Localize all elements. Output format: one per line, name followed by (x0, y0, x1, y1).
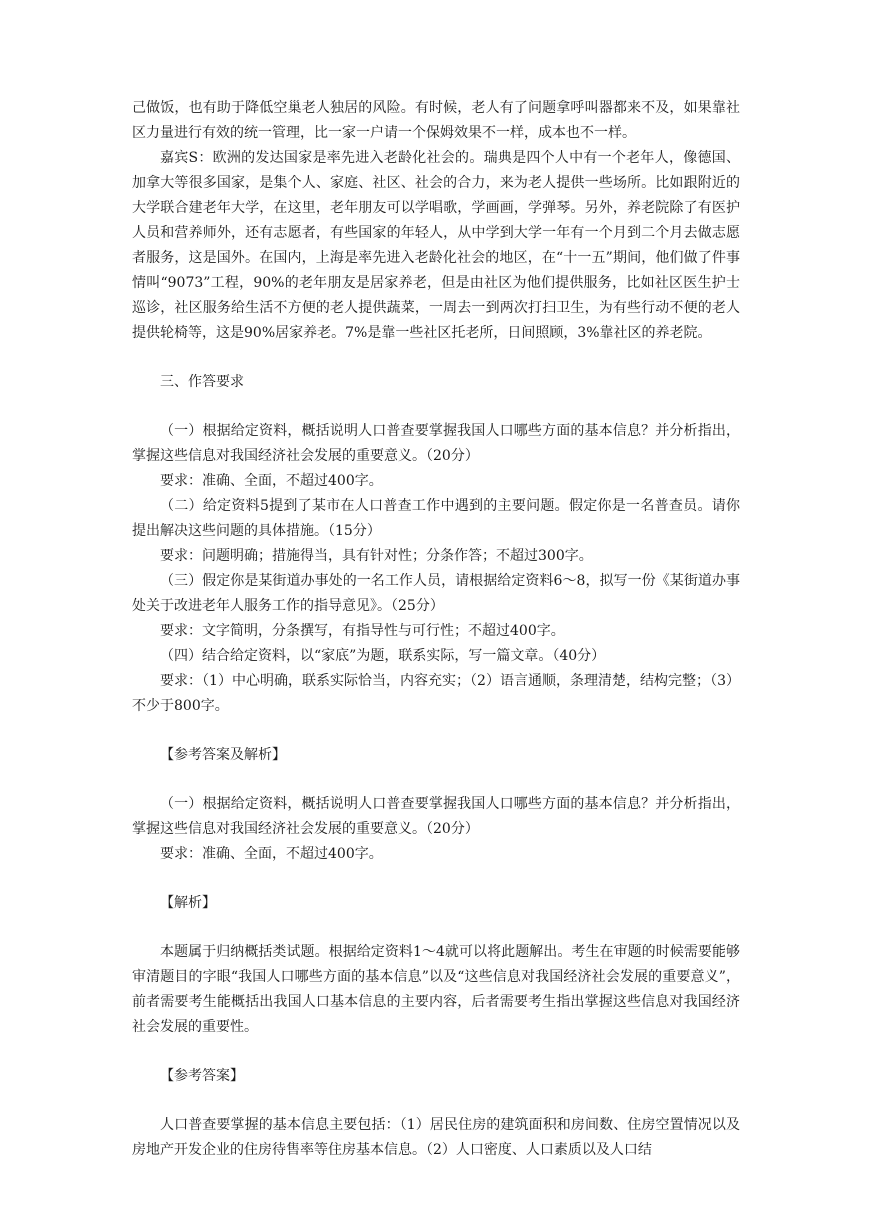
question-3-requirement: 要求：文字简明，分条撰写，有指导性与可行性；不超过400字。 (160, 623, 565, 639)
question-4-requirement: 要求：（1）中心明确，联系实际恰当，内容充实；（2）语言通顺，条理清楚，结构完整；（3）不少于800字。 (132, 673, 740, 714)
analysis-text: 本题属于归纳概括类试题。根据给定资料1～4就可以将此题解出。考生在审题的时候需要能够审清题目的字眼“我国人口哪些方面的基本信息”以及“这些信息对我国经济社会发展的重要意义”，前者需要考生能概括出我国人口基本信息的主要内容，后者需要考生指出掌握这些信息对我国经济社会发展的重要性。 (132, 944, 740, 1035)
question-2: （二）给定资料5提到了某市在人口普查工作中遇到的主要问题。假定你是一名普查员。请你提出解决这些问题的具体措施。（15分） (132, 498, 740, 539)
paragraph-intro-continuation: 己做饭，也有助于降低空巢老人独居的风险。有时候，老人有了问题拿呼叫器都来不及，如果靠社区力量进行有效的统一管理，比一家一户请一个保姆效果不一样，成本也不一样。 (132, 100, 740, 141)
reference-answer-text: 人口普查要掌握的基本信息主要包括：（1）居民住房的建筑面积和房间数、住房空置情况以及房地产开发企业的住房待售率等住房基本信息。（2）人口密度、人口素质以及人口结 (132, 1117, 740, 1158)
spacer (132, 916, 740, 940)
answer-question-1: （一）根据给定资料，概括说明人口普查要掌握我国人口哪些方面的基本信息？并分析指出，掌握这些信息对我国经济社会发展的重要意义。（20分） (132, 796, 740, 837)
heading-reference-answer: 【参考答案】 (160, 1068, 244, 1084)
heading-analysis: 【解析】 (160, 895, 216, 911)
spacer (132, 867, 740, 891)
question-2-requirement: 要求：问题明确；措施得当，具有针对性；分条作答；不超过300字。 (160, 548, 593, 564)
spacer (132, 1089, 740, 1113)
question-1: （一）根据给定资料，概括说明人口普查要掌握我国人口哪些方面的基本信息？并分析指出，掌握这些信息对我国经济社会发展的重要意义。（20分） (132, 423, 740, 464)
section-heading-requirements: 三、作答要求 (160, 374, 244, 390)
paragraph-guest-s: 嘉宾S：欧洲的发达国家是率先进入老龄化社会的。瑞典是四个人中有一个老年人，像德国、加拿大等很多国家，是集个人、家庭、社区、社会的合力，来为老人提供一些场所。比如跟附近的大学联合建老年大学，在这里，老年朋友可以学唱歌，学画画，学弹琴。另外，养老院除了有医护人员和营养师外，还有志愿者，有些国家的年轻人，从中学到大学一年有一个月到二个月去做志愿者服务，这是国外。在国内，上海是率先进入老龄化社会的地区，在“十一五”期间，他们做了件事情叫“9073”工程，90%的老年朋友是居家养老，但是由社区为他们提供服务，比如社区医生护士巡诊，社区服务给生活不方便的老人提供蔬菜，一周去一到两次打扫卫生，为有些行动不便的老人提供轮椅等，这是90%居家养老。7%是靠一些社区托老所，日间照顾，3%靠社区的养老院。 (132, 150, 740, 341)
spacer (132, 1040, 740, 1064)
spacer (132, 346, 740, 370)
answer-question-1-requirement: 要求：准确、全面，不超过400字。 (160, 846, 383, 862)
spacer (132, 395, 740, 419)
question-4: （四）结合给定资料，以“家底”为题，联系实际，写一篇文章。（40分） (160, 648, 606, 664)
question-3: （三）假定你是某街道办事处的一名工作人员，请根据给定资料6～8，拟写一份《某街道办事处关于改进老年人服务工作的指导意见》。（25分） (132, 573, 740, 614)
heading-answers-analysis: 【参考答案及解析】 (160, 747, 286, 763)
document-page (132, 96, 740, 1163)
question-1-requirement: 要求：准确、全面，不超过400字。 (160, 473, 383, 489)
spacer (132, 768, 740, 792)
spacer (132, 719, 740, 743)
